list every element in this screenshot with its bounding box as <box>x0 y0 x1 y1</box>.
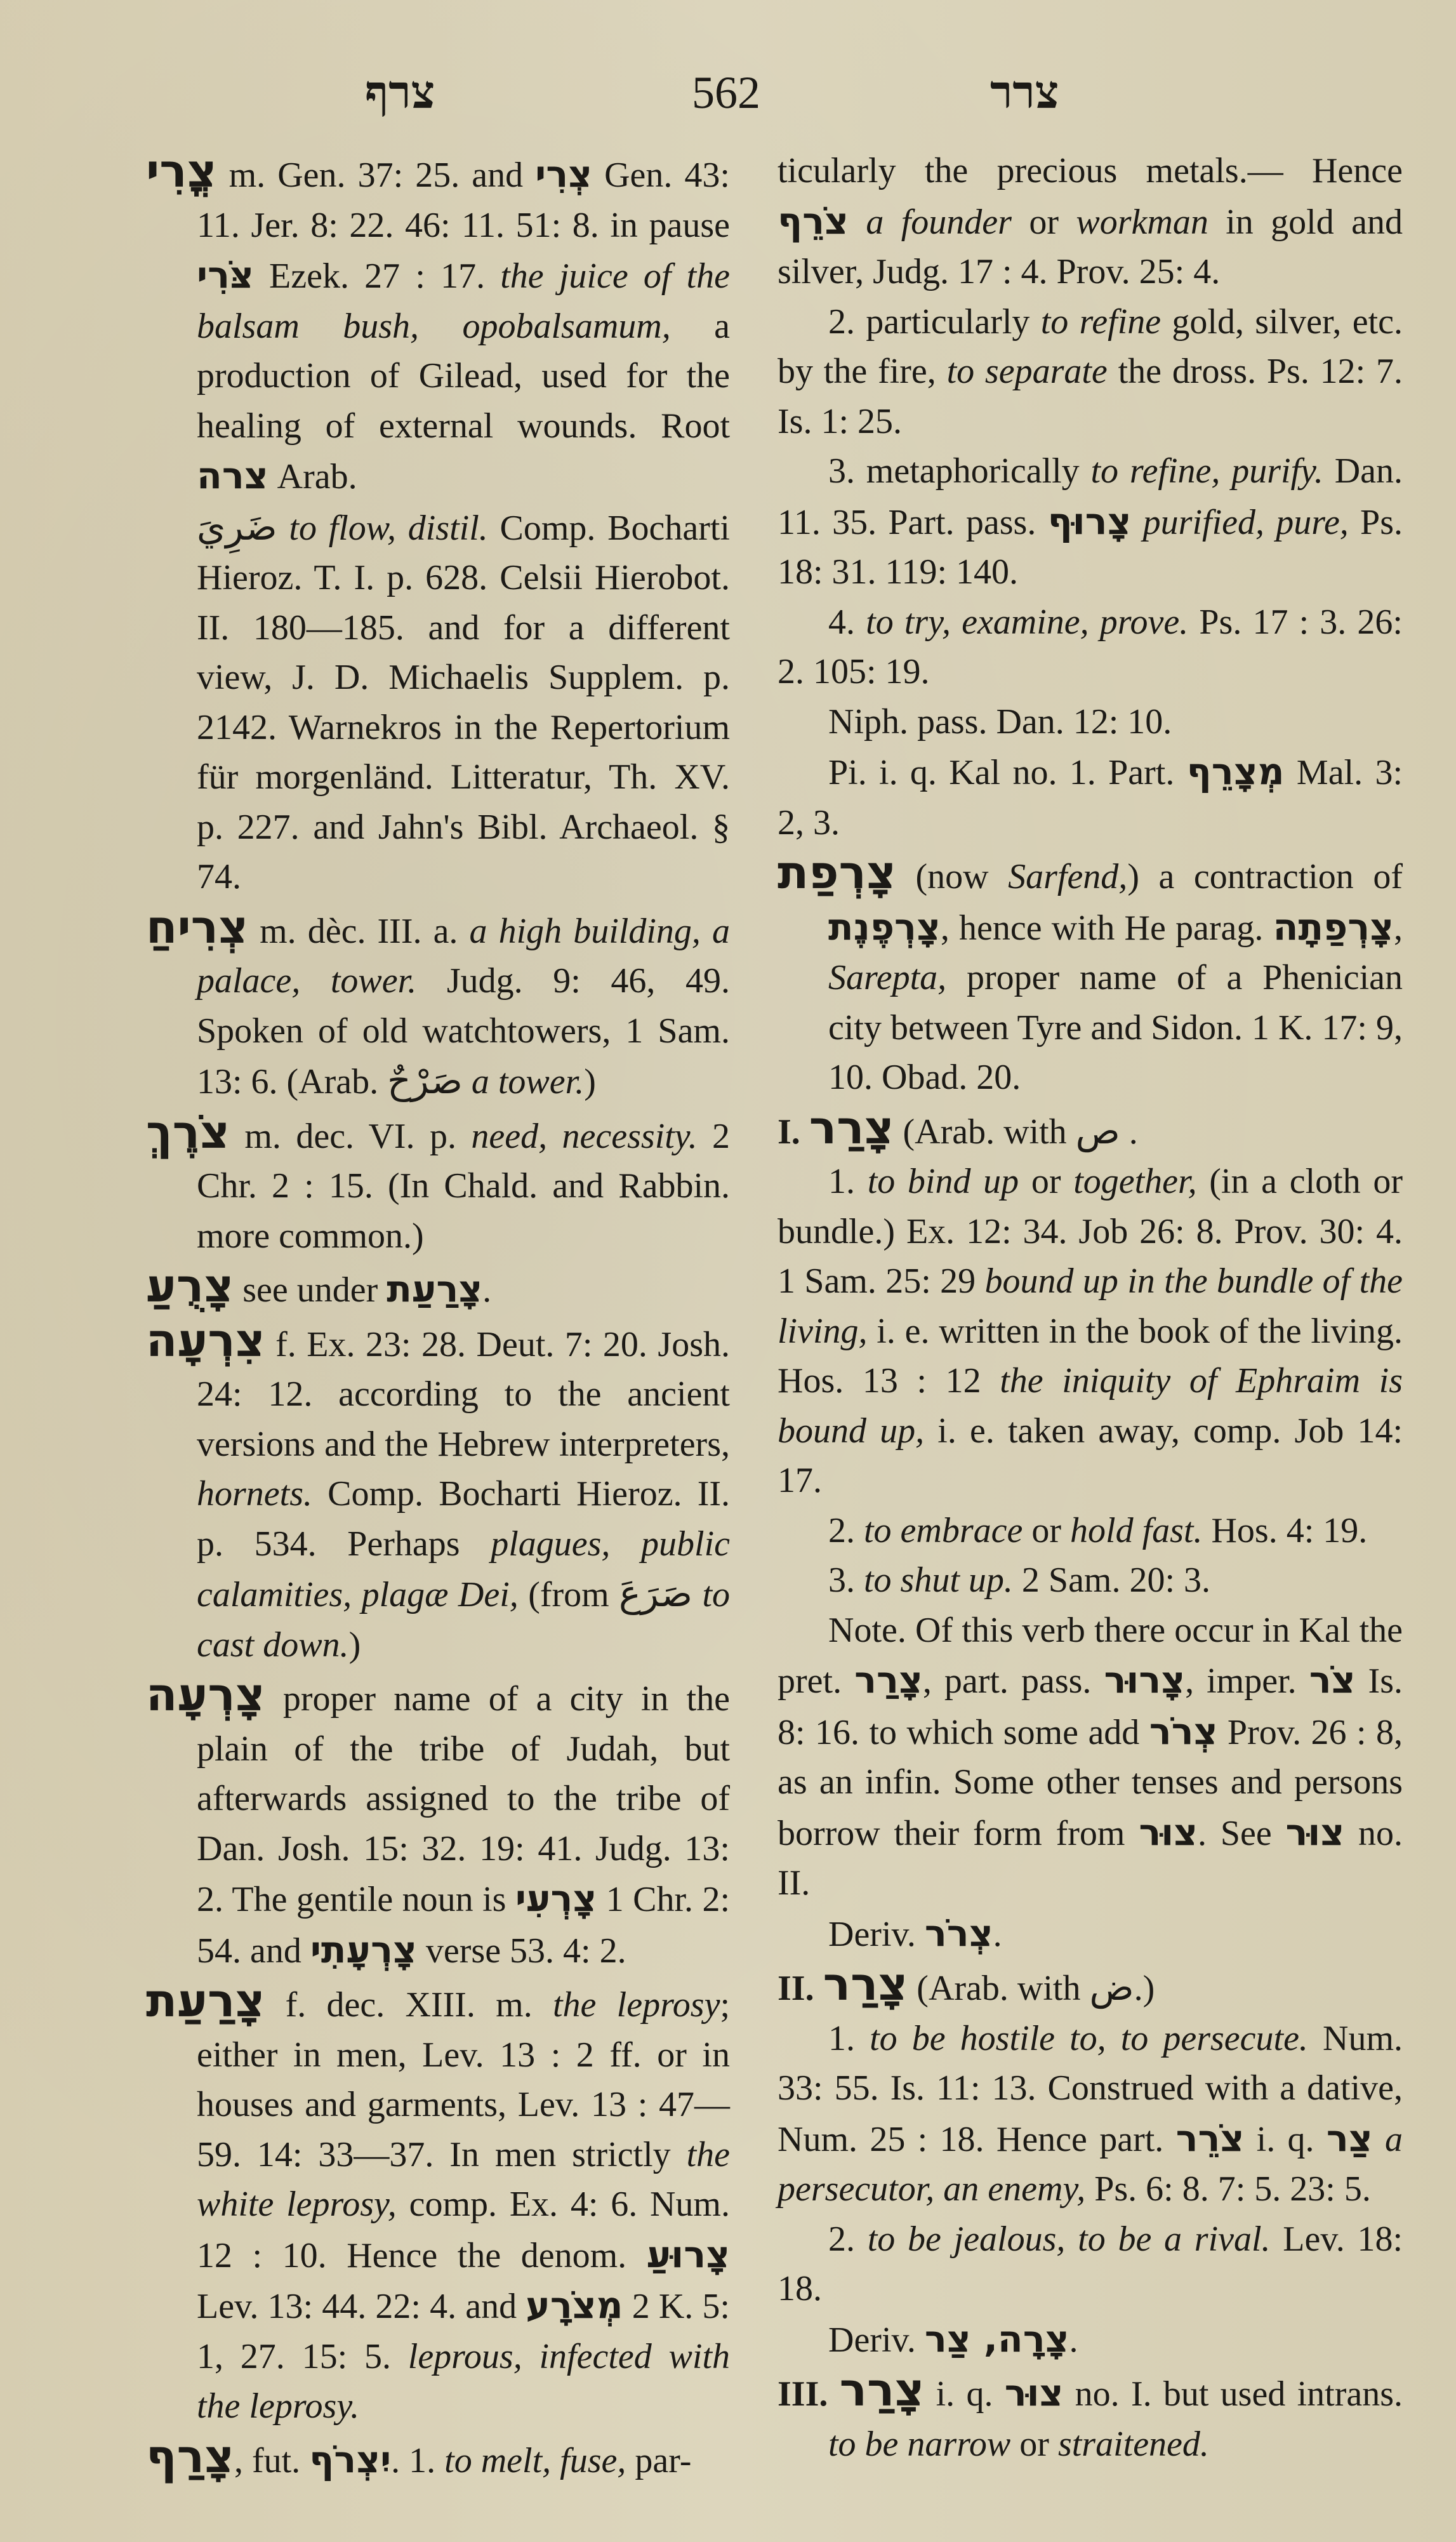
gloss: a persecutor, an enemy, <box>778 2119 1403 2209</box>
text: no. I. but used intrans. <box>1063 2374 1403 2414</box>
hebrew-form: צָרָה, צַר <box>924 2317 1069 2360</box>
gloss: a tower. <box>462 1062 585 1101</box>
text: Ps. 18: 31. 119: 140. <box>778 502 1403 592</box>
text: 1. <box>828 2018 870 2058</box>
text: , hence with He parag. <box>940 908 1273 948</box>
entry-tsorah <box>146 1670 730 1976</box>
entry-tsorekh <box>146 1107 730 1261</box>
gloss: to flow, distil. <box>277 508 488 548</box>
hebrew-form: צְרִי <box>535 152 593 196</box>
text: (from <box>518 1575 619 1614</box>
text: or <box>1019 1162 1074 1201</box>
hebrew-form: מְצָרֵף <box>1186 750 1285 793</box>
text: ) a contraction of <box>1127 857 1403 896</box>
headword: צָרַר <box>809 1100 894 1154</box>
text: comp. Ex. 4: 6. Num. 12 : 10. Hence the denom. <box>197 2185 730 2275</box>
sense-3 <box>778 446 1403 597</box>
sense-3 <box>778 1555 1403 1606</box>
text: Mal. 3: 2, 3. <box>778 753 1403 842</box>
gloss: plagues, public calamities, plagæ Dei, <box>197 1524 730 1614</box>
text: 1. <box>828 1162 868 1201</box>
text: 2. <box>828 1510 864 1550</box>
headword: צָרַר <box>839 2363 925 2416</box>
headword: צִרְעָה <box>146 1313 265 1367</box>
homonym-number: I. <box>778 1112 800 1152</box>
gloss: bound up in the bundle of the living, <box>778 1261 1403 1351</box>
sense-1 <box>778 1157 1403 1506</box>
gloss: to shut up. <box>864 1560 1013 1600</box>
text: 2. <box>828 2219 868 2259</box>
hebrew-form: צוּר <box>1139 1810 1198 1854</box>
headword: צֳרִי <box>146 144 217 197</box>
text: Is. 8: 16. to which some add <box>778 1661 1403 1752</box>
hebrew-form: צָרְעָתִי <box>310 1927 417 1971</box>
gloss: to bind up <box>867 1162 1019 1201</box>
text: m. Gen. 37: 25. and <box>216 156 536 195</box>
text: or <box>1010 2424 1058 2464</box>
text: Num. 33: 55. Is. 11: 13. Construed with a dative, Num. 25 : 18. Hence part. <box>778 2018 1403 2159</box>
sense-2 <box>778 2214 1403 2314</box>
running-head-right-word: צרר <box>990 67 1059 118</box>
text: 2 Sam. 20: 3. <box>1012 1560 1211 1600</box>
text: Deriv. <box>828 1914 925 1954</box>
gloss: leprous, infected with the leprosy. <box>197 2336 730 2426</box>
text: . <box>1069 2320 1078 2360</box>
text: Comp. Bocharti Hieroz. II. p. 534. Perhaps <box>197 1474 730 1564</box>
homonym-number: II. <box>778 1969 814 2008</box>
entry-tsaraat <box>146 1976 730 2432</box>
text: , <box>1394 908 1403 948</box>
arabic-letter: ص <box>1075 1108 1120 1152</box>
text: , imper. <box>1185 1661 1309 1701</box>
text: 3. metaphorically <box>828 451 1091 491</box>
gloss: to be narrow <box>828 2424 1011 2464</box>
text: , part. pass. <box>922 1661 1104 1701</box>
text: proper name of a Phenician city between Tyre and Sidon. 1 K. 17: 9, 10. Obad. 20. <box>828 958 1403 1097</box>
running-head-left-word: צרף <box>365 67 435 118</box>
text: in gold and silver, Judg. 17 : 4. Prov. 25: 4. <box>778 202 1403 291</box>
text: Prov. 26 : 8, as an infin. Some other tenses and persons borrow their form from <box>778 1712 1403 1853</box>
hebrew-form: צֹרֵף <box>778 199 849 243</box>
text: f. Ex. 23: 28. Deut. 7: 20. Josh. 24: 12. according to the ancient versions and the Hebrew interpreters, <box>197 1324 730 1464</box>
right-column <box>778 146 1403 2469</box>
text: 4. <box>828 602 866 642</box>
tsaraf-continuation <box>778 146 1403 297</box>
text: Judg. 9: 46, 49. Spoken of old watchtowers, 1 Sam. 13: 6. (Arab. <box>197 961 730 1101</box>
niphal-note <box>778 697 1403 747</box>
gloss: straitened. <box>1057 2424 1209 2464</box>
text: (Arab. with <box>908 1969 1090 2008</box>
text: i. e. written in the book of the living. Hos. 13 : 12 <box>778 1311 1403 1401</box>
hebrew-form: יִצְרֹף <box>309 2437 392 2481</box>
sense-1 <box>778 2014 1403 2214</box>
gloss: Sarfend, <box>1008 857 1128 896</box>
hebrew-form: צָרְפַתָה <box>1273 905 1394 948</box>
text: the dross. Ps. 12: 7. Is. 1: 25. <box>778 352 1403 441</box>
text: Hos. 4: 19. <box>1202 1510 1368 1550</box>
headword: צָרַר <box>823 1957 908 2011</box>
text: 2 K. 5: 1, 27. 15: 5. <box>197 2287 730 2376</box>
grammar-note <box>778 1606 1403 1908</box>
sense-2 <box>778 1506 1403 1556</box>
hebrew-form: צָרוּר <box>1104 1658 1186 1701</box>
hebrew-form: צְרֹר <box>924 1911 993 1955</box>
hebrew-form: צְרֹר <box>1149 1709 1218 1753</box>
sense-4 <box>778 597 1403 697</box>
gloss: hornets. <box>197 1474 312 1514</box>
entry-tsori <box>146 146 730 902</box>
hebrew-form: מְצֹרָע <box>526 2284 623 2327</box>
text: gold, silver, etc. by the fire, <box>778 302 1403 391</box>
text: . 1. <box>391 2440 445 2480</box>
arabic-word: صَرْحٌ <box>387 1059 463 1102</box>
headword: צָרְעָה <box>146 1668 265 1721</box>
hebrew-form: צֹרֵר <box>1175 2116 1245 2160</box>
text: ) <box>584 1062 596 1101</box>
piel-note <box>778 747 1403 848</box>
gloss: to be jealous, to be a rival. <box>867 2219 1271 2259</box>
hebrew-form: צַר <box>1326 2116 1373 2160</box>
text: m. dec. VI. p. <box>229 1116 472 1156</box>
entry-tsaraf <box>146 2429 730 2486</box>
text: Lev. 18: 18. <box>778 2219 1403 2308</box>
arabic-word: صَرَعَ <box>619 1572 693 1615</box>
gloss: a founder <box>848 202 1012 242</box>
entry-tsarephath <box>778 848 1403 1103</box>
text: ; either in men, Lev. 13 : 2 ff. or in houses and garments, Lev. 13 : 47—59. 14: 33—37. In men strictly <box>197 1985 730 2174</box>
text: , fut. <box>234 2440 310 2480</box>
text: Pi. i. q. Kal no. 1. Part. <box>828 753 1187 792</box>
text: 2. particularly <box>828 302 1041 342</box>
text: (now <box>896 857 1009 896</box>
gloss: workman <box>1076 202 1208 242</box>
hebrew-form: צָרַר <box>854 1658 923 1701</box>
text: Ps. 17 : 3. 26: 2. 105: 19. <box>778 602 1403 691</box>
hebrew-form: צֹּרִי <box>197 253 254 296</box>
text: ticularly the precious metals.— Hence <box>778 151 1403 190</box>
entry-tsirah <box>146 1315 730 1670</box>
text: par- <box>626 2440 692 2480</box>
entry-tsariach <box>146 902 730 1107</box>
text: no. II. <box>778 1813 1403 1903</box>
hebrew-form: צָרוּעַ <box>646 2232 730 2276</box>
text: Comp. Bocharti Hieroz. T. I. p. 628. Celsii Hierobot. II. 180—185. and for a different view, J. D. Michaelis Supplem. p. 2142. Warnekros in the Repertorium für morgenländ. Litteratur, Th. XV. p. 227. and Jahn's Bibl. Archaeol. § 74. <box>197 508 730 896</box>
arabic-letter: ض <box>1089 1966 1134 2009</box>
gloss: hold fast. <box>1070 1510 1203 1550</box>
entry-tsarar-2 <box>778 1959 1403 2014</box>
text: m. dèc. III. a. <box>248 911 470 951</box>
text: . <box>482 1270 492 1310</box>
gloss: the iniquity of Ephraim is bound up, <box>778 1361 1403 1451</box>
entry-tsarua <box>146 1261 730 1315</box>
gloss: the white leprosy, <box>197 2134 730 2224</box>
text: i. e. taken away, comp. Job 14: 17. <box>778 1411 1403 1500</box>
text: ) <box>348 1625 361 1665</box>
cross-reference: צָרַעַת <box>387 1267 483 1310</box>
text: verse 53. 4: 2. <box>416 1931 626 1971</box>
gloss: the juice of the balsam bush, opobalsamum, <box>197 256 730 346</box>
gloss: Sarepta, <box>828 958 947 997</box>
text: Ezek. 27 : 17. <box>253 256 501 296</box>
text: . See <box>1198 1813 1286 1853</box>
text: see under <box>234 1270 387 1310</box>
text: . <box>993 1914 1002 1954</box>
text: Lev. 13: 44. 22: 4. and <box>197 2287 526 2326</box>
text: Dan. 11. 35. Part. pass. <box>778 451 1403 542</box>
text: Deriv. <box>828 2320 925 2360</box>
gloss: to refine, purify. <box>1090 451 1323 491</box>
text: . <box>1120 1112 1138 1152</box>
gloss: together, <box>1073 1162 1197 1201</box>
headword: צְרִיחַ <box>146 900 249 954</box>
sense-2 <box>778 297 1403 447</box>
running-head <box>0 67 1456 130</box>
text: (in a cloth or bundle.) Ex. 12: 34. Job 26: 8. Prov. 30: 4. 1 Sam. 25: 29 <box>778 1162 1403 1301</box>
hebrew-form: צוּר <box>1285 1810 1345 1854</box>
text: 2 Chr. 2 : 15. (In Chald. and Rabbin. more common.) <box>197 1116 730 1256</box>
text: Ps. 6: 8. 7: 5. 23: 5. <box>1085 2169 1371 2209</box>
hebrew-form: צָרְעִי <box>515 1877 597 1920</box>
text: Note. Of this verb there occur in Kal the pret. <box>778 1610 1403 1701</box>
text: Arab. <box>268 457 357 496</box>
headword: צָרַף <box>146 2429 234 2483</box>
hebrew-form: צוּר <box>1004 2371 1064 2414</box>
gloss: to refine <box>1040 302 1161 342</box>
left-column <box>146 146 730 2485</box>
hebrew-form: צֹר <box>1309 1658 1356 1701</box>
text: 1 Chr. 2: 54. and <box>197 1880 730 1971</box>
text: .) <box>1134 1969 1155 2008</box>
text: 3. <box>828 1560 864 1600</box>
headword: צֹרֶךְ <box>146 1105 230 1159</box>
derivatives <box>778 1908 1403 1960</box>
text: (Arab. with <box>894 1112 1076 1152</box>
hebrew-root: צרה <box>197 454 268 497</box>
entry-tsarar-3 <box>778 2365 1403 2469</box>
text: proper name of a city in the plain of the tribe of Judah, but afterwards assigned to the tribe of Dan. Josh. 15: 32. 19: 41. Judg. 13: 2. The gentile noun is <box>197 1679 730 1919</box>
text: or <box>1023 1510 1071 1550</box>
text: Gen. 43: 11. Jer. 8: 22. 46: 11. 51: 8. in pause <box>197 156 730 245</box>
gloss: to separate <box>946 352 1108 391</box>
gloss: need, necessity. <box>471 1116 698 1156</box>
headword: צָרֻעַ <box>146 1259 234 1312</box>
text: or <box>1011 202 1076 242</box>
hebrew-form: צָרְפֶנֶת <box>828 905 941 948</box>
gloss: the leprosy <box>552 1985 720 2025</box>
text: a production of Gilead, used for the healing of external wounds. Root <box>197 306 730 446</box>
gloss: to cast down. <box>197 1575 730 1665</box>
entry-tsarar-1 <box>778 1100 1403 1157</box>
arabic-word: ضَرِيَ <box>197 505 277 549</box>
derivatives <box>778 2314 1403 2366</box>
page-number: 562 <box>692 67 760 118</box>
text: Niph. pass. Dan. 12: 10. <box>828 702 1172 742</box>
headword: צָרְפַת <box>778 846 896 899</box>
text: i. q. <box>1244 2119 1327 2159</box>
gloss: to melt, fuse, <box>444 2440 626 2480</box>
gloss: to try, examine, prove. <box>866 602 1189 642</box>
hebrew-form: צָרוּף <box>1047 499 1132 543</box>
gloss: to embrace <box>864 1510 1023 1550</box>
text: i. q. <box>924 2374 1005 2414</box>
text: f. dec. XIII. m. <box>265 1985 553 2025</box>
gloss: purified, pure, <box>1131 502 1349 542</box>
gloss: a high building, a palace, tower. <box>197 911 731 1001</box>
gloss: to be hostile to, to persecute. <box>870 2018 1308 2058</box>
headword: צָרַעַת <box>146 1974 265 2027</box>
homonym-number: III. <box>778 2374 828 2414</box>
